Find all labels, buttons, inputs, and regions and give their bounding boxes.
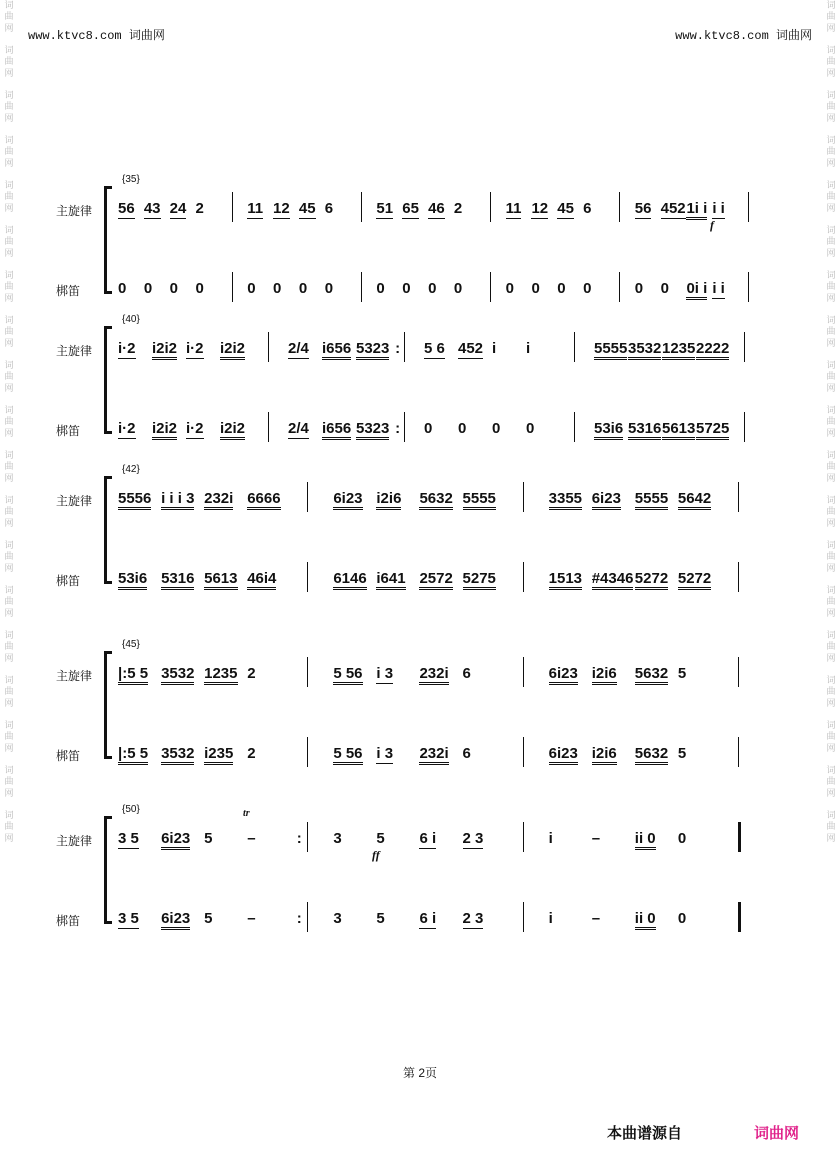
- note-group: 56: [118, 200, 135, 217]
- note-group: 6i23: [549, 745, 578, 765]
- barline: [490, 192, 491, 222]
- note-group: 43: [143, 200, 161, 217]
- note-group: i 3: [376, 665, 394, 682]
- rehearsal-mark: {35}: [122, 174, 140, 185]
- note-group: 6: [462, 745, 471, 762]
- note-group: i i i 3: [161, 490, 194, 510]
- note-group: #4346: [592, 570, 634, 590]
- note-group: i641: [376, 570, 405, 590]
- note-group: 5613: [204, 570, 237, 590]
- footer-brand-link[interactable]: 词曲网: [754, 1125, 800, 1142]
- rehearsal-mark: {40}: [122, 314, 140, 325]
- flute-row: [118, 420, 770, 444]
- note-group: –: [591, 910, 601, 927]
- note-group: 5613: [662, 420, 695, 440]
- note-group: 6: [462, 665, 471, 682]
- note-group: 5: [376, 830, 385, 847]
- note-group: 12: [273, 200, 290, 217]
- header-left-url: www.ktvc8.com 词曲网: [28, 29, 165, 43]
- edge-watermark-right: 词 曲 网 词 曲 网 词 曲 网 词 曲 网 词 曲 网 词 曲 网 词 曲 网 词 曲 网 词 曲 网 词 曲 网 词 曲 网 词 曲 网 词 曲 网 词 曲 网 词 曲 网 词 曲 网 词 曲 网 词 曲 网 词 曲 网: [826, 0, 836, 843]
- barline: [307, 822, 308, 852]
- melody-label: 主旋律: [56, 494, 93, 508]
- barline: [307, 902, 308, 932]
- barline: [404, 412, 405, 442]
- barline: [307, 657, 308, 687]
- barline: [748, 192, 749, 222]
- note-group: ii 0: [635, 910, 656, 930]
- barline: [307, 482, 308, 512]
- rehearsal-mark: {50}: [122, 804, 140, 815]
- note-group: 5 56: [333, 665, 362, 685]
- note-group: 0: [677, 910, 687, 927]
- note-group: 3: [333, 910, 342, 927]
- melody-row: [118, 665, 770, 689]
- header-right-url: www.ktvc8.com 词曲网: [675, 29, 812, 43]
- note-group: |:5 5: [118, 665, 148, 685]
- barline: [232, 192, 233, 222]
- note-group: 5555: [463, 490, 496, 510]
- note-group: i2i2: [152, 420, 177, 440]
- note-group: i2i6: [376, 490, 401, 510]
- note-group: 51: [376, 200, 394, 217]
- note-group: 11: [505, 200, 522, 217]
- note-group: 3532: [161, 665, 194, 685]
- note-group: i656: [322, 340, 351, 360]
- note-group: i 3: [376, 745, 394, 762]
- note-group: 5: [677, 665, 687, 682]
- repeat-sign: :: [395, 340, 401, 357]
- note-group: 5: [677, 745, 687, 762]
- barline: [744, 412, 745, 442]
- flute-label: 梆笛: [56, 749, 81, 763]
- flute-row: [118, 745, 770, 769]
- note-group: 11: [247, 200, 264, 217]
- melody-label: 主旋律: [56, 204, 93, 218]
- note-group: 53i6: [594, 420, 623, 440]
- note-group: 6i23: [333, 490, 362, 510]
- barline: [748, 272, 749, 302]
- note-group: 2 3: [462, 830, 484, 847]
- note-group: 2: [247, 745, 256, 762]
- melody-label: 主旋律: [56, 344, 93, 358]
- note-group: 2/4: [288, 340, 309, 357]
- note-group: 2/4: [288, 420, 309, 437]
- note-group: 5: [204, 830, 213, 847]
- flute-label: 梆笛: [56, 914, 81, 928]
- note-group: i: [526, 340, 531, 357]
- note-group: 2: [247, 665, 256, 682]
- note-group: 5 56: [333, 745, 362, 765]
- note-group: 2572: [419, 570, 452, 590]
- dynamic-mark: ff: [372, 848, 380, 862]
- note-group: i·2: [118, 340, 136, 357]
- note-group: 452: [458, 340, 484, 357]
- note-group: 3532: [628, 340, 661, 360]
- note-group: i235: [204, 745, 233, 765]
- note-group: 1513: [549, 570, 582, 590]
- melody-row: [118, 200, 770, 224]
- melody-label: 主旋律: [56, 834, 93, 848]
- note-group: 6i23: [161, 830, 190, 850]
- note-group: 5: [204, 910, 213, 927]
- note-group: 12: [531, 200, 549, 217]
- note-group: 0: [424, 420, 433, 437]
- note-group: i2i6: [592, 745, 617, 765]
- note-group: 3: [333, 830, 342, 847]
- note-group: 0: [526, 420, 535, 437]
- note-group: 5555: [635, 490, 668, 510]
- flute-row: [118, 570, 770, 594]
- trill-mark: tr: [243, 808, 250, 819]
- barline: [307, 737, 308, 767]
- repeat-sign: :: [296, 910, 302, 927]
- melody-row: [118, 830, 770, 854]
- note-group: 0: [634, 280, 644, 297]
- barline: [738, 902, 741, 932]
- note-group: 6: [583, 200, 592, 217]
- note-group: 1235: [204, 665, 237, 685]
- rehearsal-mark: {42}: [122, 464, 140, 475]
- note-group: 0: [677, 830, 687, 847]
- note-group: 2222: [696, 340, 729, 360]
- note-group: 5632: [419, 490, 452, 510]
- note-group: 0: [531, 280, 540, 297]
- note-group: 2: [195, 200, 204, 217]
- barline: [523, 822, 524, 852]
- note-group: i656: [322, 420, 351, 440]
- note-group: i: [548, 910, 553, 927]
- flute-row: [118, 280, 770, 304]
- melody-label: 主旋律: [56, 669, 93, 683]
- note-group: 5275: [463, 570, 496, 590]
- note-group: 5: [376, 910, 385, 927]
- note-group: i i: [712, 200, 725, 217]
- note-group: 232i: [419, 665, 448, 685]
- footer-source-text: 本曲谱源自: [607, 1125, 683, 1142]
- barline: [523, 562, 524, 592]
- system-bracket: [104, 816, 112, 924]
- melody-row: [118, 340, 770, 364]
- note-group: 5556: [118, 490, 151, 510]
- barline: [619, 272, 620, 302]
- note-group: –: [591, 830, 601, 847]
- note-group: 232i: [204, 490, 233, 510]
- note-group: 2: [453, 200, 463, 217]
- note-group: 3355: [549, 490, 582, 510]
- note-group: 0: [273, 280, 282, 297]
- note-group: 45: [298, 200, 316, 217]
- note-group: –: [247, 830, 256, 847]
- note-group: 232i: [419, 745, 448, 765]
- flute-label: 梆笛: [56, 284, 81, 298]
- note-group: i·2: [186, 420, 204, 437]
- note-group: 3 5: [118, 910, 139, 927]
- barline: [232, 272, 233, 302]
- barline: [307, 562, 308, 592]
- note-group: 0: [247, 280, 256, 297]
- note-group: 6 i: [419, 910, 437, 927]
- note-group: –: [247, 910, 256, 927]
- note-group: 2 3: [462, 910, 484, 927]
- note-group: 5272: [678, 570, 711, 590]
- note-group: 0i i: [686, 280, 707, 300]
- melody-row: [118, 490, 770, 514]
- barline: [574, 332, 575, 362]
- note-group: i i: [712, 280, 725, 297]
- note-group: i2i2: [220, 420, 245, 440]
- barline: [738, 657, 739, 687]
- note-group: 6i23: [161, 910, 190, 930]
- barline: [361, 192, 362, 222]
- note-group: 3 5: [118, 830, 139, 847]
- note-group: i2i6: [592, 665, 617, 685]
- note-group: i·2: [186, 340, 204, 357]
- barline: [523, 902, 524, 932]
- note-group: 5323: [356, 340, 389, 360]
- note-group: 452: [660, 200, 686, 217]
- note-group: 5 6: [424, 340, 445, 357]
- note-group: 0: [169, 280, 179, 297]
- barline: [404, 332, 405, 362]
- system-bracket: [104, 476, 112, 584]
- barline: [619, 192, 620, 222]
- flute-label: 梆笛: [56, 424, 81, 438]
- note-group: 53i6: [118, 570, 147, 590]
- note-group: 0: [660, 280, 669, 297]
- note-group: 0: [453, 280, 463, 297]
- note-group: 0: [324, 280, 334, 297]
- note-group: 6: [324, 200, 334, 217]
- note-group: 6146: [333, 570, 366, 590]
- rehearsal-mark: {45}: [122, 639, 140, 650]
- edge-watermark-left: 词 曲 网 词 曲 网 词 曲 网 词 曲 网 词 曲 网 词 曲 网 词 曲 网 词 曲 网 词 曲 网 词 曲 网 词 曲 网 词 曲 网 词 曲 网 词 曲 网 词 曲 网 词 曲 网 词 曲 网 词 曲 网 词 曲 网: [4, 0, 14, 843]
- note-group: 5272: [635, 570, 668, 590]
- note-group: 5316: [161, 570, 194, 590]
- barline: [523, 657, 524, 687]
- barline: [738, 482, 739, 512]
- note-group: 5316: [628, 420, 661, 440]
- dynamic-mark: f: [710, 218, 714, 232]
- note-group: 5725: [696, 420, 729, 440]
- page-number: 第 2页: [402, 1066, 437, 1080]
- barline: [523, 737, 524, 767]
- repeat-sign: :: [296, 830, 302, 847]
- barline: [574, 412, 575, 442]
- note-group: 6666: [247, 490, 280, 510]
- note-group: 0: [428, 280, 437, 297]
- flute-row: [118, 910, 770, 934]
- barline: [738, 822, 741, 852]
- note-group: i2i2: [152, 340, 177, 360]
- note-group: 0: [118, 280, 127, 297]
- note-group: 0: [298, 280, 308, 297]
- note-group: 5632: [635, 665, 668, 685]
- note-group: 1i i: [686, 200, 707, 220]
- note-group: 0: [505, 280, 514, 297]
- note-group: 5642: [678, 490, 711, 510]
- note-group: 56: [634, 200, 652, 217]
- note-group: 1235: [662, 340, 695, 360]
- note-group: 6 i: [419, 830, 437, 847]
- note-group: 5632: [635, 745, 668, 765]
- barline: [523, 482, 524, 512]
- note-group: 0: [557, 280, 566, 297]
- note-group: 0: [195, 280, 204, 297]
- note-group: 0: [143, 280, 153, 297]
- note-group: 0: [376, 280, 385, 297]
- system-bracket: [104, 186, 112, 294]
- note-group: 3532: [161, 745, 194, 765]
- note-group: ii 0: [635, 830, 656, 850]
- note-group: 6i23: [592, 490, 621, 510]
- note-group: 0: [492, 420, 501, 437]
- note-group: 0: [402, 280, 411, 297]
- barline: [268, 412, 269, 442]
- note-group: i2i2: [220, 340, 245, 360]
- note-group: 6i23: [549, 665, 578, 685]
- note-group: 0: [583, 280, 592, 297]
- barline: [744, 332, 745, 362]
- barline: [738, 737, 739, 767]
- note-group: i: [492, 340, 497, 357]
- system-bracket: [104, 326, 112, 434]
- note-group: i: [548, 830, 553, 847]
- barline: [361, 272, 362, 302]
- note-group: |:5 5: [118, 745, 148, 765]
- note-group: 0: [458, 420, 467, 437]
- note-group: 24: [169, 200, 187, 217]
- note-group: 5323: [356, 420, 389, 440]
- flute-label: 梆笛: [56, 574, 81, 588]
- note-group: 46: [428, 200, 445, 217]
- system-bracket: [104, 651, 112, 759]
- barline: [490, 272, 491, 302]
- repeat-sign: :: [395, 420, 401, 437]
- note-group: 65: [402, 200, 419, 217]
- barline: [738, 562, 739, 592]
- note-group: 5555: [594, 340, 627, 360]
- note-group: 46i4: [247, 570, 276, 590]
- barline: [268, 332, 269, 362]
- note-group: i·2: [118, 420, 136, 437]
- note-group: 45: [557, 200, 574, 217]
